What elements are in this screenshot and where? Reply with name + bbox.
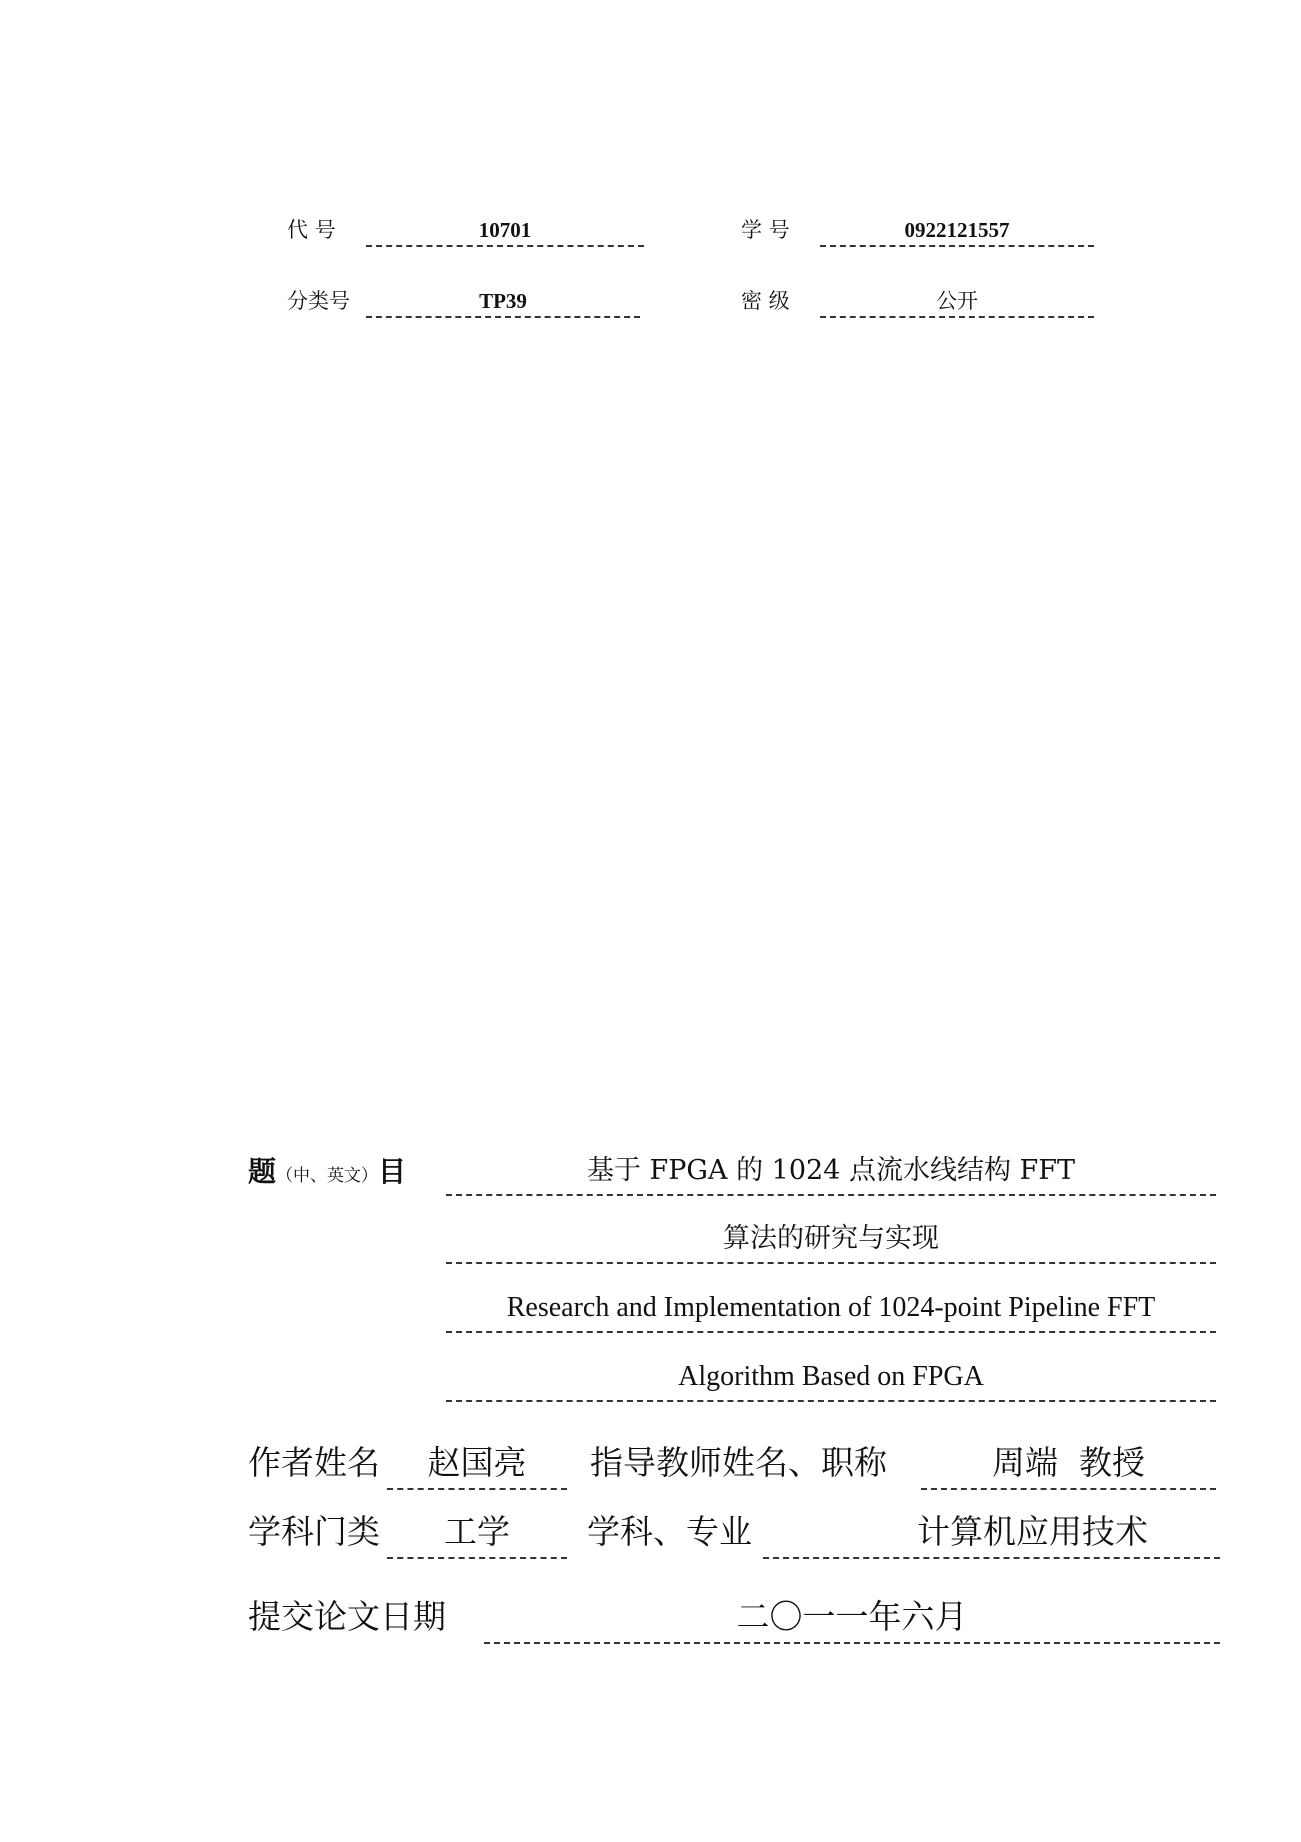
classification-label: 分类号 bbox=[287, 289, 350, 313]
secrecy-value: 公开 bbox=[936, 289, 978, 313]
submission-label: 提交论文日期 bbox=[248, 1597, 446, 1636]
student-id-field bbox=[820, 215, 1094, 247]
advisor-value: 周端 教授 bbox=[992, 1443, 1145, 1482]
author-field bbox=[387, 1438, 567, 1490]
title-line-cn-1 bbox=[446, 1148, 1216, 1196]
code-value: 10701 bbox=[478, 218, 532, 242]
classification-value: TP39 bbox=[479, 289, 527, 313]
secrecy-label: 密 级 bbox=[741, 289, 790, 313]
title-label bbox=[248, 1150, 406, 1198]
title-en-line2: Algorithm Based on FPGA bbox=[678, 1361, 984, 1392]
submission-field bbox=[484, 1592, 1220, 1644]
student-id-label: 学 号 bbox=[741, 218, 790, 242]
student-id-value: 0922121557 bbox=[904, 218, 1010, 242]
code-field bbox=[366, 215, 644, 247]
title-label-main-2: 目 bbox=[378, 1155, 407, 1188]
classification-field bbox=[366, 286, 640, 318]
title-line-en-2 bbox=[446, 1354, 1216, 1402]
author-value: 赵国亮 bbox=[427, 1443, 527, 1482]
title-en-line1: Research and Implementation of 1024-point Pipeline FFT bbox=[506, 1292, 1156, 1323]
discipline-label: 学科门类 bbox=[248, 1512, 380, 1551]
code-label: 代 号 bbox=[287, 218, 336, 242]
title-label-sub: （中、英文） bbox=[276, 1166, 379, 1186]
author-label: 作者姓名 bbox=[248, 1443, 380, 1482]
submission-value: 二〇一一年六月 bbox=[736, 1597, 968, 1636]
advisor-label: 指导教师姓名、职称 bbox=[590, 1443, 887, 1482]
title-line-en-1 bbox=[446, 1285, 1216, 1333]
advisor-field bbox=[921, 1438, 1216, 1490]
title-line-cn-2 bbox=[446, 1216, 1216, 1264]
discipline-value: 工学 bbox=[444, 1512, 510, 1551]
major-field bbox=[763, 1507, 1220, 1559]
major-label: 学科、专业 bbox=[587, 1512, 752, 1551]
major-value: 计算机应用技术 bbox=[917, 1512, 1148, 1551]
discipline-field bbox=[387, 1507, 567, 1559]
title-cn-line1: 基于 FPGA 的 1024 点流水线结构 FFT bbox=[586, 1155, 1076, 1186]
title-cn-line2: 算法的研究与实现 bbox=[723, 1223, 939, 1254]
title-label-main-1: 题 bbox=[248, 1155, 277, 1188]
secrecy-field bbox=[820, 286, 1094, 318]
